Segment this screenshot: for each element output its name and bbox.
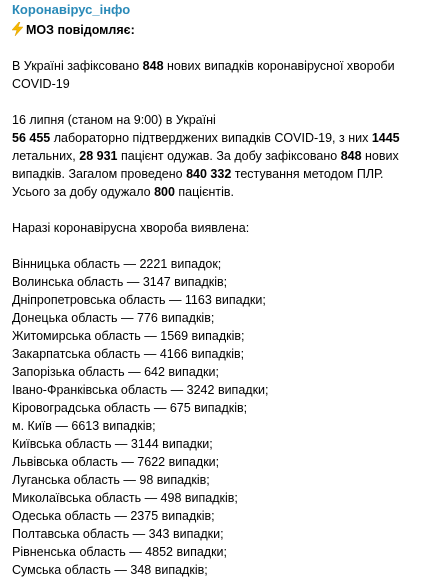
spacer <box>12 201 418 219</box>
stats-text: пацієнт одужав. За добу зафіксовано <box>117 149 341 163</box>
region-item: Волинська область — 3147 випадків; <box>12 275 228 289</box>
region-item: Житомирська область — 1569 випадків; <box>12 329 245 343</box>
region-item: Київська область — 3144 випадки; <box>12 437 213 451</box>
region-item: Кіровоградська область — 675 випадків; <box>12 401 248 415</box>
region-item: Сумська область — 348 випадків; <box>12 563 208 577</box>
post-header <box>12 21 418 39</box>
regions-heading: Наразі коронавірусна хвороба виявлена: <box>12 221 250 235</box>
new-cases-count: 848 <box>142 59 164 73</box>
stats-text: тестування методом ПЛР. Усього за добу одужало <box>12 167 384 199</box>
intro-text: нових випадків коронавірусної хвороби COVID-19 <box>12 59 395 91</box>
region-item: Полтавська область — 343 випадки; <box>12 527 224 541</box>
region-item: Івано-Франківська область — 3242 випадки; <box>12 383 269 397</box>
region-item: м. Київ — 6613 випадків; <box>12 419 156 433</box>
spacer <box>12 93 418 111</box>
region-item: Рівненська область — 4852 випадки; <box>12 545 228 559</box>
region-item: Луганська область — 98 випадків; <box>12 473 210 487</box>
region-item: Одеська область — 2375 випадків; <box>12 509 215 523</box>
date-line: 16 липня (станом на 9:00) в Україні <box>12 113 216 127</box>
region-item: Миколаївська область — 498 випадків; <box>12 491 238 505</box>
deaths-count: 1445 <box>371 131 400 145</box>
region-list <box>12 255 418 579</box>
stats-text: лабораторно підтверджених випадків COVID-19, з них <box>50 131 372 145</box>
intro-text: В Україні зафіксовано <box>12 59 143 73</box>
stats-text: летальних, <box>12 149 80 163</box>
region-item: Вінницька область — 2221 випадок; <box>12 257 222 271</box>
confirmed-count: 56 455 <box>12 131 51 145</box>
spacer <box>12 39 418 57</box>
channel-name-link[interactable]: Коронавірус_інфо <box>12 2 131 17</box>
stats-text: пацієнтів. <box>174 185 234 199</box>
lightning-icon <box>12 22 23 36</box>
region-item: Запорізька область — 642 випадки; <box>12 365 219 379</box>
spacer <box>12 237 418 255</box>
stats-text: нових випадків. Загалом проведено <box>12 149 399 181</box>
daily-new-count: 848 <box>340 149 362 163</box>
tests-count: 840 332 <box>186 167 232 181</box>
post-header-text: МОЗ повідомляє: <box>26 23 135 37</box>
region-item: Дніпропетровська область — 1163 випадки; <box>12 293 266 307</box>
region-item: Закарпатська область — 4166 випадків; <box>12 347 245 361</box>
daily-recovered-count: 800 <box>154 185 175 199</box>
recovered-count: 28 931 <box>79 149 118 163</box>
stats-paragraph <box>12 129 418 201</box>
region-item: Львівська область — 7622 випадки; <box>12 455 220 469</box>
intro-paragraph <box>12 57 418 93</box>
region-item: Донецька область — 776 випадків; <box>12 311 215 325</box>
